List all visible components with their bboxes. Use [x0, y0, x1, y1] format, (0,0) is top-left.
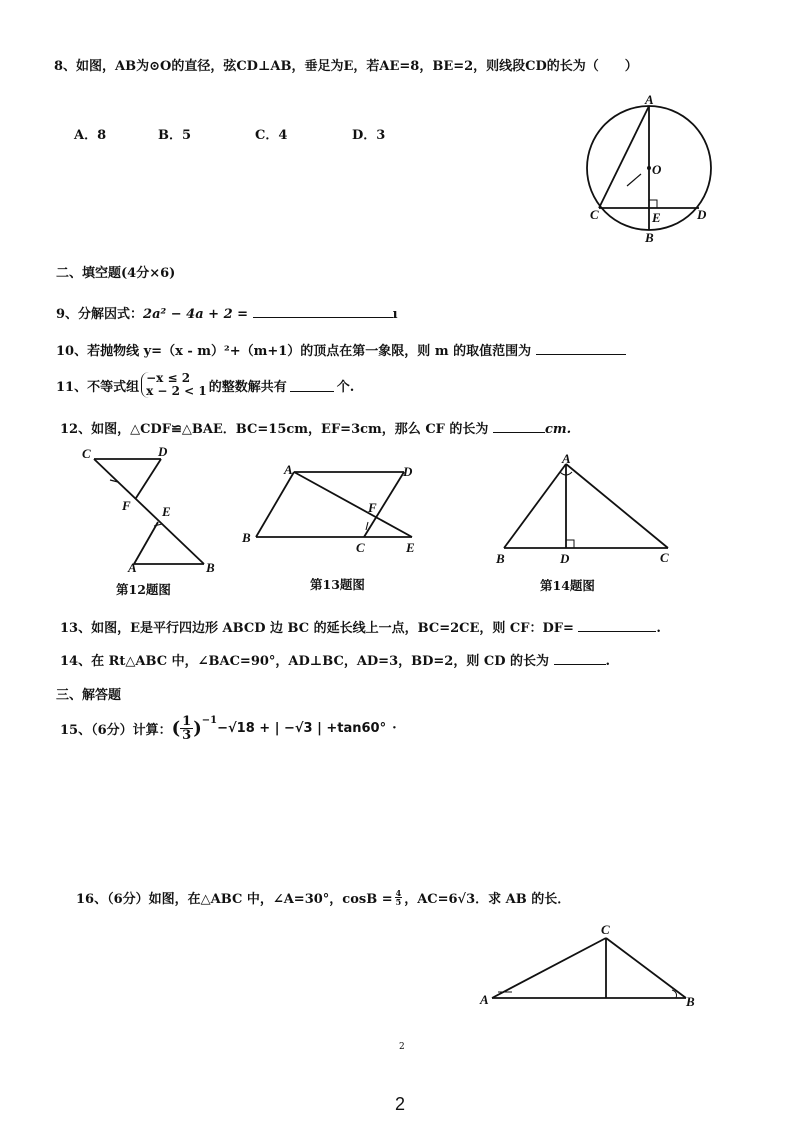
q12-row [60, 418, 571, 437]
fig13-label-c: C [356, 540, 365, 555]
fig14-label-c: C [660, 550, 669, 565]
q16-frac-den: 5 [395, 897, 402, 907]
q16-prefix: 16、（6分）如图，在△ABC 中，∠A=30°，cosB = [76, 892, 393, 907]
q11-prefix: 11、不等式组 [56, 379, 140, 395]
q16-row [76, 888, 570, 907]
fig13-label-f: F [368, 500, 377, 515]
fig12-label-f: F [122, 498, 131, 513]
fig12-label-b: B [206, 560, 215, 574]
label-d: D [697, 207, 707, 222]
fig14-figure [490, 446, 680, 570]
section-3-heading: 三、解答题 [56, 688, 122, 703]
q13-end: . [656, 621, 661, 636]
q11-row [56, 372, 354, 398]
fig13-label-a: A [284, 462, 293, 477]
q14-row [60, 650, 610, 669]
fig14-caption: 第14题图 [540, 578, 595, 593]
q9-prefix: 9、分解因式： [56, 307, 144, 322]
fig13-caption: 第13题图 [310, 577, 365, 592]
fig12-figure [76, 444, 226, 574]
q8-option-b[interactable]: B．5 [158, 128, 192, 143]
fig14-label-a: A [562, 451, 571, 466]
q8-stem: 8、如图，AB为⊙O的直径，弦CD⊥AB，垂足为E，若AE=8，BE=2，则线段CD的长为（ ） [54, 59, 638, 74]
q16-fraction [395, 889, 403, 906]
fig12-label-a: A [128, 560, 137, 574]
fig12-label-d: D [158, 444, 168, 459]
q11-line1: −x ≤ 2 [146, 371, 191, 385]
q14-text: 14、在 Rt△ABC 中，∠BAC=90°，AD⊥BC，AD=3，BD=2，则 CD 的长为 [60, 654, 549, 669]
q15-frac-num: 1 [182, 714, 192, 729]
fig16-label-a: A [480, 992, 489, 1007]
q11-suffix: 的整数解共有 [208, 379, 287, 395]
q8-option-d[interactable]: D．3 [352, 128, 386, 143]
q10-answer-blank[interactable] [536, 342, 626, 355]
fig13-label-e: E [406, 540, 415, 555]
q16-rest: ，AC=6√3．求 AB 的长． [404, 892, 571, 907]
q15-exponent: −1 [201, 715, 218, 726]
q15-rest: −√18 + | −√3 | +tan60° [217, 721, 387, 736]
q10-row [56, 340, 626, 359]
q12-unit: cm. [544, 422, 572, 437]
label-b: B [645, 230, 654, 245]
q11-line2: x − 2 < 1 [146, 384, 207, 398]
page-number: 2 [395, 1094, 406, 1114]
q9-expr: 2a² − 4a + 2 = [143, 307, 249, 322]
q16-frac-num: 4 [395, 888, 402, 898]
q13-text: 13、如图，E是平行四边形 ABCD 边 BC 的延长线上一点，BC=2CE，则 CF：DF= [60, 621, 574, 636]
fig12-caption: 第12题图 [116, 582, 171, 597]
q15-end: · [392, 721, 397, 736]
fig16-label-c: C [601, 922, 610, 937]
q15-fraction [180, 715, 193, 742]
q15-frac-den: 3 [182, 728, 192, 743]
q8-option-a[interactable]: A．8 [74, 128, 107, 143]
q12-text: 12、如图，△CDF≌△BAE．BC=15cm，EF=3cm，那么 CF 的长为 [60, 422, 489, 437]
stray-mark [627, 174, 641, 186]
fig16-label-b: B [686, 994, 695, 1009]
q15-prefix: 15、（6分）计算： [60, 723, 172, 738]
fig14-label-b: B [496, 551, 505, 566]
q13-row [60, 617, 661, 636]
label-a: A [645, 92, 654, 107]
section-2-heading: 二、填空题(4分×6) [56, 266, 176, 281]
q8-circle-figure [585, 88, 715, 248]
chord-ac [599, 106, 649, 208]
q14-end: . [605, 654, 611, 669]
label-c: C [590, 207, 599, 222]
q9-row [56, 303, 398, 322]
label-e: E [652, 210, 661, 225]
q8-option-c[interactable]: C．4 [255, 128, 288, 143]
fig13-label-b: B [242, 530, 251, 545]
q11-end: 个. [336, 379, 355, 395]
q10-text: 10、若抛物线 y=（x - m）²+（m+1）的顶点在第一象限，则 m 的取值范围为 [56, 344, 532, 359]
q15-row: 15、（6分）计算： ( $\frac{1}{3}$ ) $^{-1}$ −√18 + | −√3 | +tan60° · [60, 714, 397, 743]
fig14-label-d: D [560, 551, 570, 566]
q13-answer-blank[interactable] [578, 619, 656, 632]
fig12-label-c: C [82, 446, 91, 461]
q11-inequality-system [141, 372, 207, 398]
q12-answer-blank[interactable] [493, 420, 545, 433]
q9-end: ı [392, 307, 398, 322]
fig13-figure [240, 460, 425, 560]
q11-answer-blank[interactable] [290, 379, 334, 392]
right-angle-mark [649, 200, 657, 208]
fig16-figure [476, 920, 706, 1012]
small-page-number: 2 [399, 1042, 405, 1052]
q9-answer-blank[interactable] [253, 305, 393, 318]
q14-answer-blank[interactable] [554, 652, 606, 665]
fig13-label-d: D [403, 464, 413, 479]
label-o: O [652, 162, 662, 177]
fig12-label-e: E [162, 504, 171, 519]
